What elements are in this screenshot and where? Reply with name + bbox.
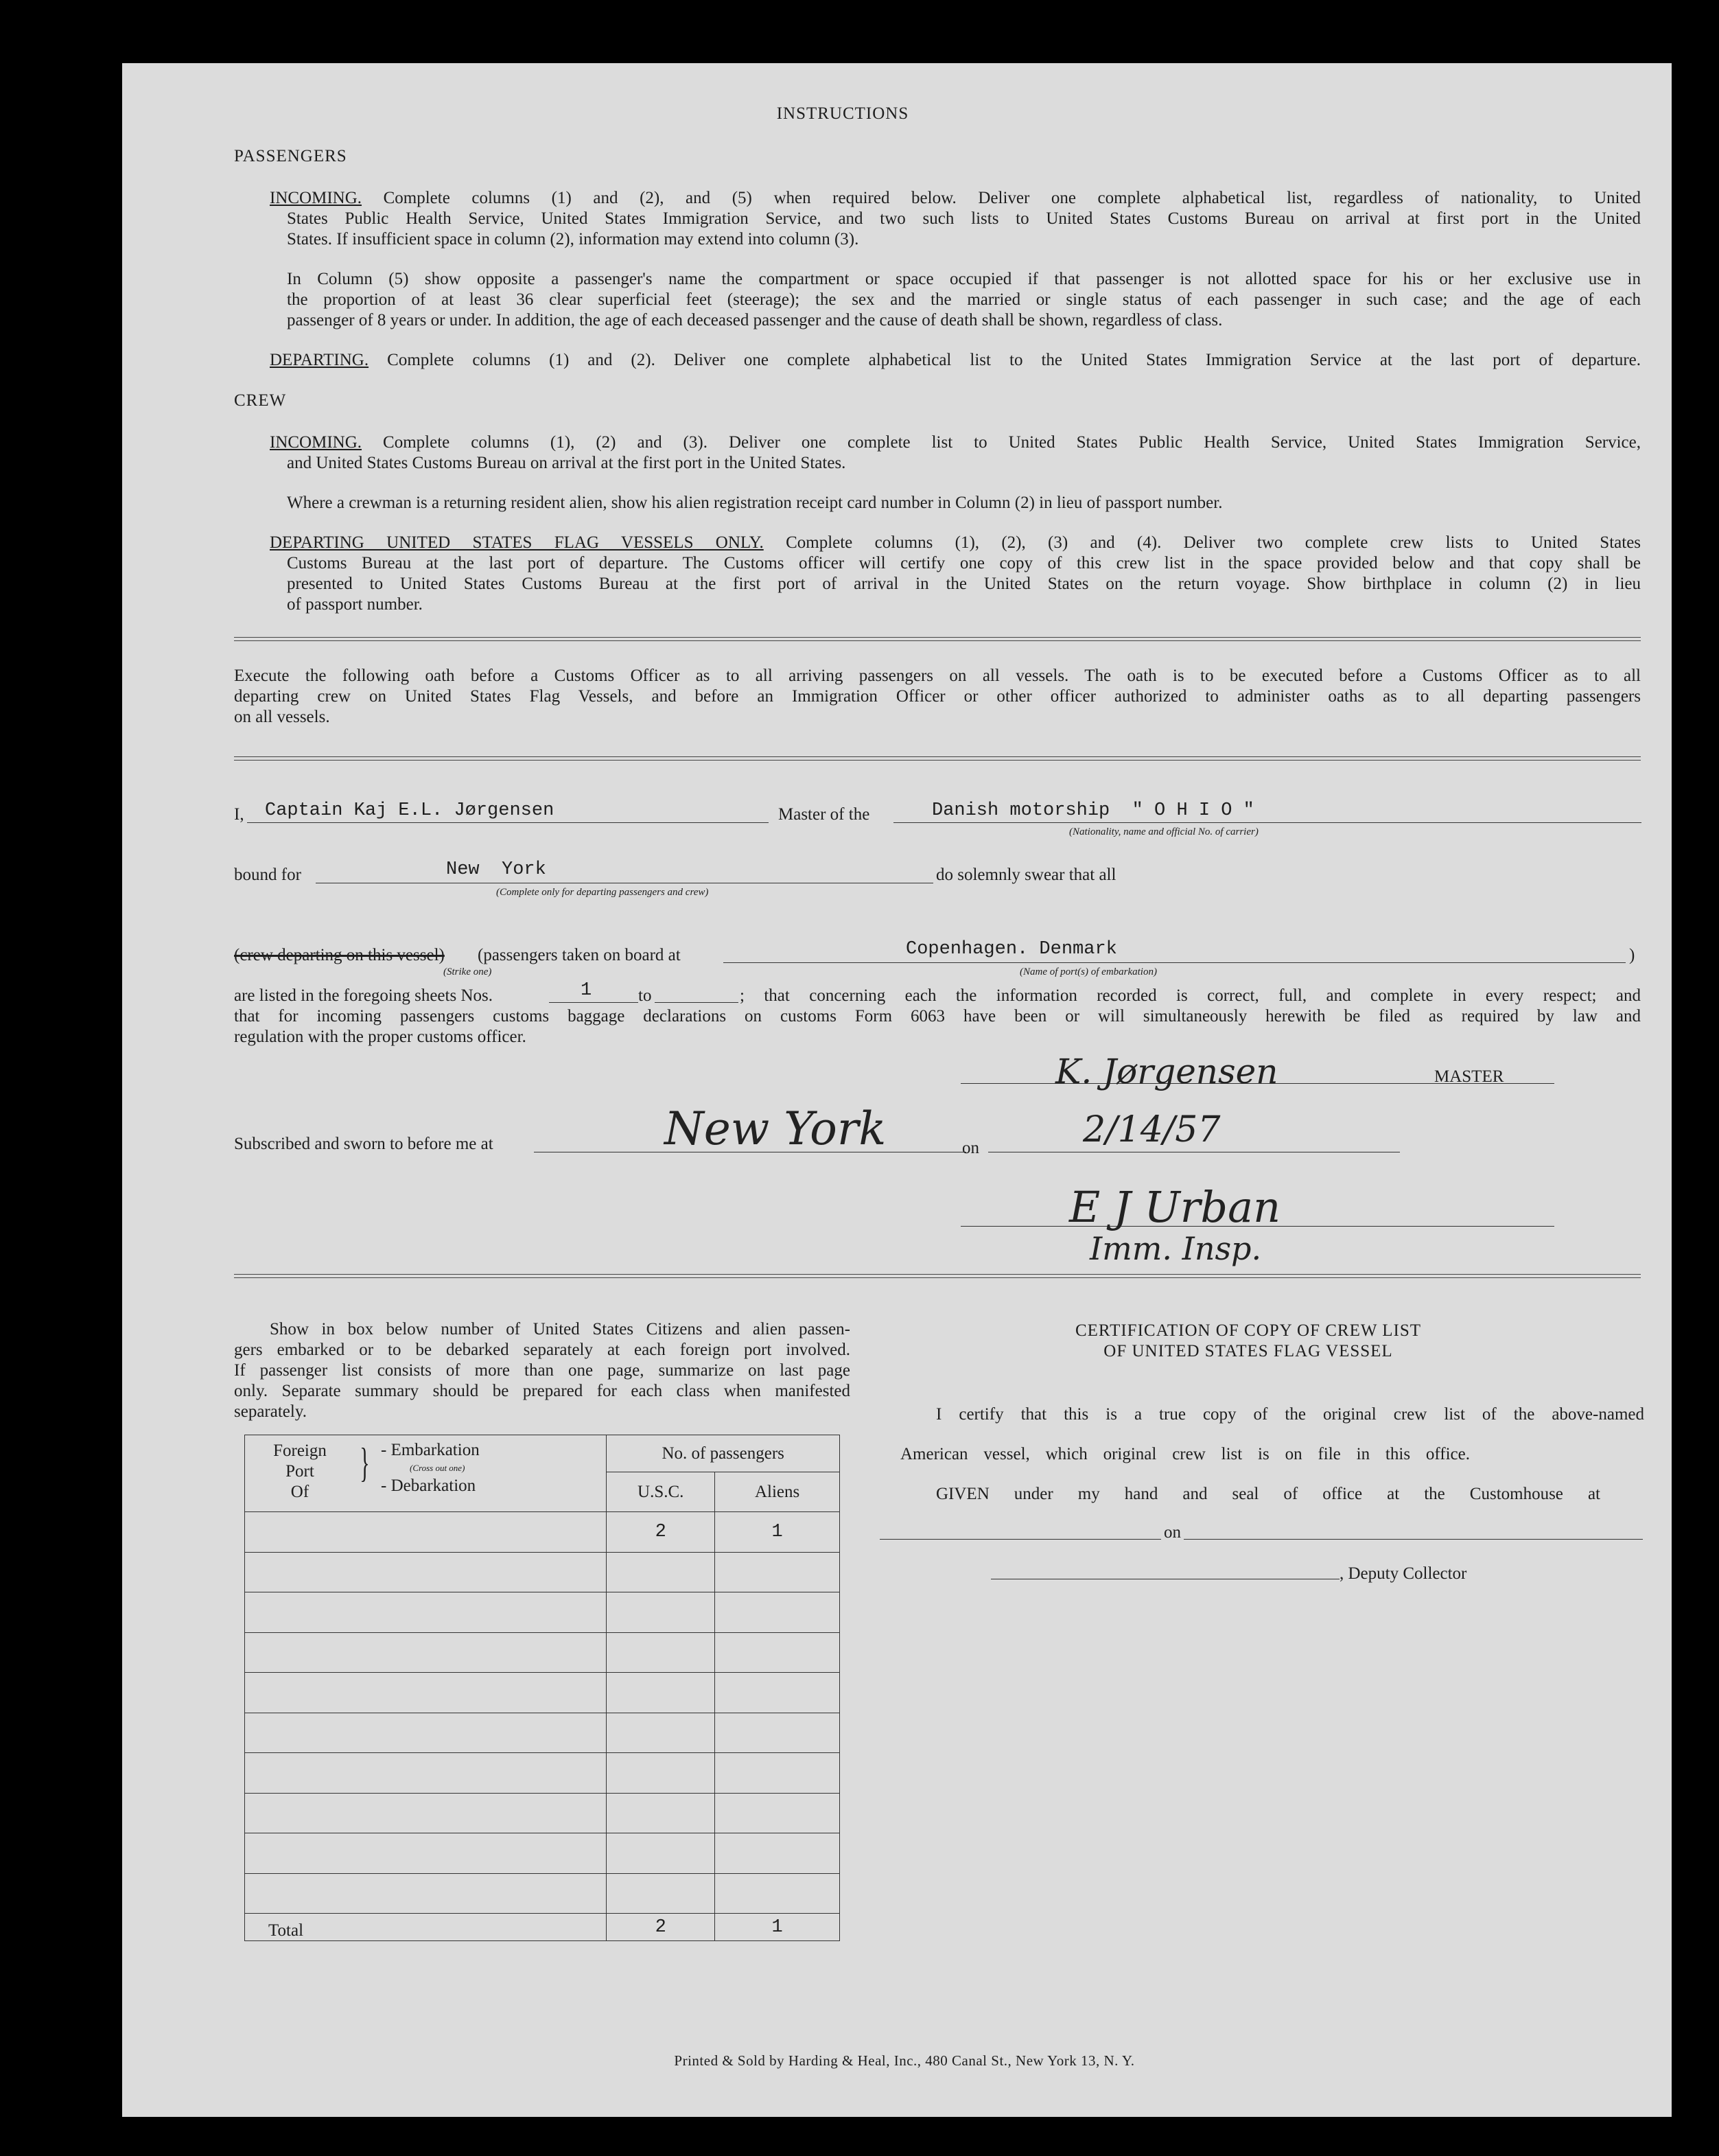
summary-instructions-line3: If passenger list consists of more than one page, summarize on last page [234, 1361, 850, 1380]
cert-given-line: GIVEN under my hand and seal of office at the Customhouse at [936, 1485, 1600, 1503]
strike-caption: (Strike one) [443, 966, 492, 977]
summary-cell-usc [607, 1592, 715, 1633]
master-name-field: Captain Kaj E.L. Jørgensen [265, 800, 554, 821]
master-label: MASTER [1434, 1067, 1504, 1086]
officer-title: Imm. Insp. [1090, 1230, 1262, 1267]
summary-cell-port [245, 1673, 607, 1713]
table-row [245, 1793, 840, 1833]
vessel-line [893, 822, 1641, 823]
crew-incoming-line1: Complete columns (1), (2) and (3). Deliver one complete list to United States Public Health Service, United States Immigration Service, [383, 433, 1641, 452]
summary-cell-usc [607, 1873, 715, 1914]
printer-footer: Printed & Sold by Harding & Heal, Inc., 480 Canal St., New York 13, N. Y. [674, 2052, 1135, 2069]
hdr-port: Port [285, 1462, 314, 1481]
incoming-line1: Complete columns (1) and (2), and (5) when required below. Deliver one complete alphabetical list, regardless of nationality, to United [383, 189, 1641, 207]
master-name-line [247, 822, 769, 823]
crew-incoming-label: INCOMING. [270, 433, 362, 452]
table-row [245, 1713, 840, 1753]
summary-cell-usc [607, 1793, 715, 1833]
vessel-field: Danish motorship " O H I O " [932, 800, 1254, 821]
sheet-to-line [655, 1002, 738, 1003]
cert-title-line2: OF UNITED STATES FLAG VESSEL [1103, 1342, 1393, 1360]
dep-flag-label: DEPARTING UNITED STATES FLAG VESSELS ONLY. [270, 533, 764, 552]
port-caption: (Name of port(s) of embarkation) [1020, 966, 1157, 977]
oath-intro-line1: Execute the following oath before a Customs Officer as to all arriving passengers on all vessels. The oath is to be executed before a Customs Officer as to all [234, 666, 1641, 685]
table-row [245, 1632, 840, 1673]
summary-cell-aliens [715, 1673, 840, 1713]
summary-cell-port [245, 1753, 607, 1794]
brace-icon: } [360, 1440, 370, 1485]
summary-cell-aliens [715, 1592, 840, 1633]
master-of-label: Master of the [778, 805, 870, 824]
departing-label: DEPARTING. [270, 351, 369, 369]
port-field: Copenhagen. Denmark [906, 939, 1117, 960]
summary-cell-aliens [715, 1873, 840, 1914]
summary-instructions-line1: Show in box below number of United States Citizens and alien passen- [270, 1320, 850, 1338]
line-regulation: regulation with the proper customs officer. [234, 1028, 526, 1046]
summary-cell-port [245, 1552, 607, 1592]
deputy-label: , Deputy Collector [1340, 1564, 1467, 1583]
oath-intro-line2: departing crew on United States Flag Vessels, and before an Immigration Officer or other officer authorized to administer oaths as to all departing passengers [234, 687, 1641, 706]
total-aliens: 1 [715, 1914, 840, 1941]
master-signature: K. Jørgensen [1055, 1052, 1278, 1091]
dep-flag-line2: Customs Bureau at the last port of departure. The Customs officer will certify one copy of this crew list in the space provided below and that copy shall be [287, 554, 1641, 572]
summary-cell-port [245, 1793, 607, 1833]
port-header-cell [245, 1435, 607, 1512]
crew-incoming-line1-wrap [270, 432, 1641, 453]
crewman-text: Where a crewman is a returning resident alien, show his alien registration receipt card number in Column (2) in lieu of passport number. [287, 494, 1223, 512]
dep-flag-line3: presented to United States Customs Bureau at the first port of arrival in the United States on the return voyage. Show birthplace in column (2) in lieu [287, 575, 1641, 593]
bound-caption: (Complete only for departing passengers and crew) [496, 887, 709, 898]
total-usc: 2 [607, 1914, 715, 1941]
oath-intro-line3: on all vessels. [234, 708, 330, 726]
col5-line3: passenger of 8 years or under. In addition, the age of each deceased passenger and the cause of death shall be shown, regardless of class. [287, 311, 1223, 329]
close-paren: ) [1629, 946, 1635, 964]
crew-incoming-line2: and United States Customs Bureau on arrival at the first port in the United States. [287, 454, 846, 472]
col5-line1: In Column (5) show opposite a passenger's name the compartment or space occupied if that passenger is not allotted space for his or her exclusive use in [287, 270, 1641, 288]
crew-heading: CREW [234, 391, 287, 410]
summary-cell-aliens: 1 [715, 1512, 840, 1553]
table-row [245, 1833, 840, 1874]
cert-certify-line2: American vessel, which original crew list is on file in this office. [900, 1445, 1470, 1463]
cert-place-line [880, 1539, 1643, 1540]
hdr-foreign: Foreign [273, 1441, 327, 1460]
table-row [245, 1512, 840, 1553]
hdr-of: Of [290, 1483, 309, 1501]
summary-cell-usc [607, 1753, 715, 1794]
passengers-incoming-block [270, 188, 1641, 209]
section-divider [234, 1274, 1641, 1278]
incoming-label: INCOMING. [270, 189, 362, 207]
section-divider [234, 637, 1641, 641]
bound-field: New York [446, 859, 546, 880]
incoming-line2: States Public Health Service, United States Immigration Service, and two such lists to United States Customs Bureau on arrival at first port in the United [287, 209, 1641, 228]
sheets-label: are listed in the foregoing sheets Nos. [234, 986, 493, 1005]
summary-cell-port [245, 1592, 607, 1633]
summary-cell-aliens [715, 1713, 840, 1753]
sworn-on-label: on [962, 1139, 979, 1157]
section-divider [234, 756, 1641, 761]
table-row [245, 1552, 840, 1592]
dep-flag-line1-wrap [270, 533, 1641, 553]
summary-cell-port [245, 1632, 607, 1673]
line-that: that for incoming passengers customs baggage declarations on customs Form 6063 have been or will simultaneously herewith be filed as required by law and [234, 1007, 1641, 1025]
hdr-cross: (Cross out one) [410, 1463, 465, 1473]
sworn-place: New York [664, 1102, 887, 1155]
summary-cell-usc [607, 1552, 715, 1592]
swear-label: do solemnly swear that all [936, 866, 1116, 884]
passengers-heading: PASSENGERS [234, 147, 347, 165]
sworn-date: 2/14/57 [1083, 1109, 1221, 1150]
instructions-title: INSTRUCTIONS [776, 104, 909, 123]
departing-text: Complete columns (1) and (2). Deliver one complete alphabetical list to the United States Immigration Service at the last port of departure. [387, 351, 1641, 369]
summary-instructions-line5: separately. [234, 1402, 307, 1421]
summary-instructions-line4: only. Separate summary should be prepared for each class when manifested [234, 1382, 850, 1400]
dep-flag-line1: Complete columns (1), (2), (3) and (4). Deliver two complete crew lists to United States [786, 533, 1641, 552]
port-line [723, 962, 1626, 963]
passenger-summary-table [244, 1435, 840, 1941]
cert-title-line1: CERTIFICATION OF COPY OF CREW LIST [1075, 1321, 1422, 1340]
sheets-rest: ; that concerning each the information recorded is correct, full, and complete in every respect; and [740, 986, 1641, 1005]
table-row [245, 1753, 840, 1794]
departing-line [270, 350, 1641, 371]
table-row [245, 1873, 840, 1914]
aliens-header: Aliens [715, 1472, 840, 1512]
incoming-line3: States. If insufficient space in column (2), information may extend into column (3). [287, 230, 859, 248]
officer-signature: E J Urban [1069, 1182, 1281, 1232]
summary-cell-port [245, 1512, 607, 1553]
col5-line2: the proportion of at least 36 clear superficial feet (steerage); the sex and the married or single status of each passenger in such case; and the age of each [287, 290, 1641, 309]
summary-cell-aliens [715, 1793, 840, 1833]
summary-cell-aliens [715, 1632, 840, 1673]
summary-cell-usc: 2 [607, 1512, 715, 1553]
summary-cell-usc [607, 1632, 715, 1673]
summary-cell-usc [607, 1833, 715, 1874]
cert-certify-line1: I certify that this is a true copy of the original crew list of the above-named [936, 1405, 1644, 1424]
summary-cell-usc [607, 1673, 715, 1713]
oath-i-label: I, [234, 805, 244, 824]
no-passengers-header: No. of passengers [607, 1435, 840, 1472]
table-row [245, 1673, 840, 1713]
summary-cell-port [245, 1713, 607, 1753]
passengers-taken-label: (passengers taken on board at [478, 946, 681, 964]
summary-cell-aliens [715, 1552, 840, 1592]
to-label: to [638, 986, 652, 1005]
summary-cell-usc [607, 1713, 715, 1753]
subscribed-label: Subscribed and sworn to before me at [234, 1135, 493, 1153]
summary-cell-port [245, 1873, 607, 1914]
table-row [245, 1592, 840, 1633]
summary-cell-aliens [715, 1833, 840, 1874]
sheet-from-field: 1 [581, 980, 592, 1001]
cert-on-label: on [1161, 1522, 1184, 1543]
usc-header: U.S.C. [607, 1472, 715, 1512]
sheet-from-line [549, 1002, 638, 1003]
vessel-caption: (Nationality, name and official No. of carrier) [1069, 826, 1259, 837]
crew-option-struck: (crew departing on this vessel) [234, 946, 445, 964]
total-label: Total [245, 1914, 607, 1941]
dep-flag-line4: of passport number. [287, 595, 423, 614]
hdr-embark: - Embarkation [381, 1441, 480, 1459]
bound-label: bound for [234, 866, 301, 884]
summary-instructions-line2: gers embarked or to be debarked separately at each foreign port involved. [234, 1341, 850, 1359]
document-page [122, 63, 1672, 2117]
summary-cell-port [245, 1833, 607, 1874]
hdr-debark: - Debarkation [381, 1476, 476, 1495]
summary-cell-aliens [715, 1753, 840, 1794]
